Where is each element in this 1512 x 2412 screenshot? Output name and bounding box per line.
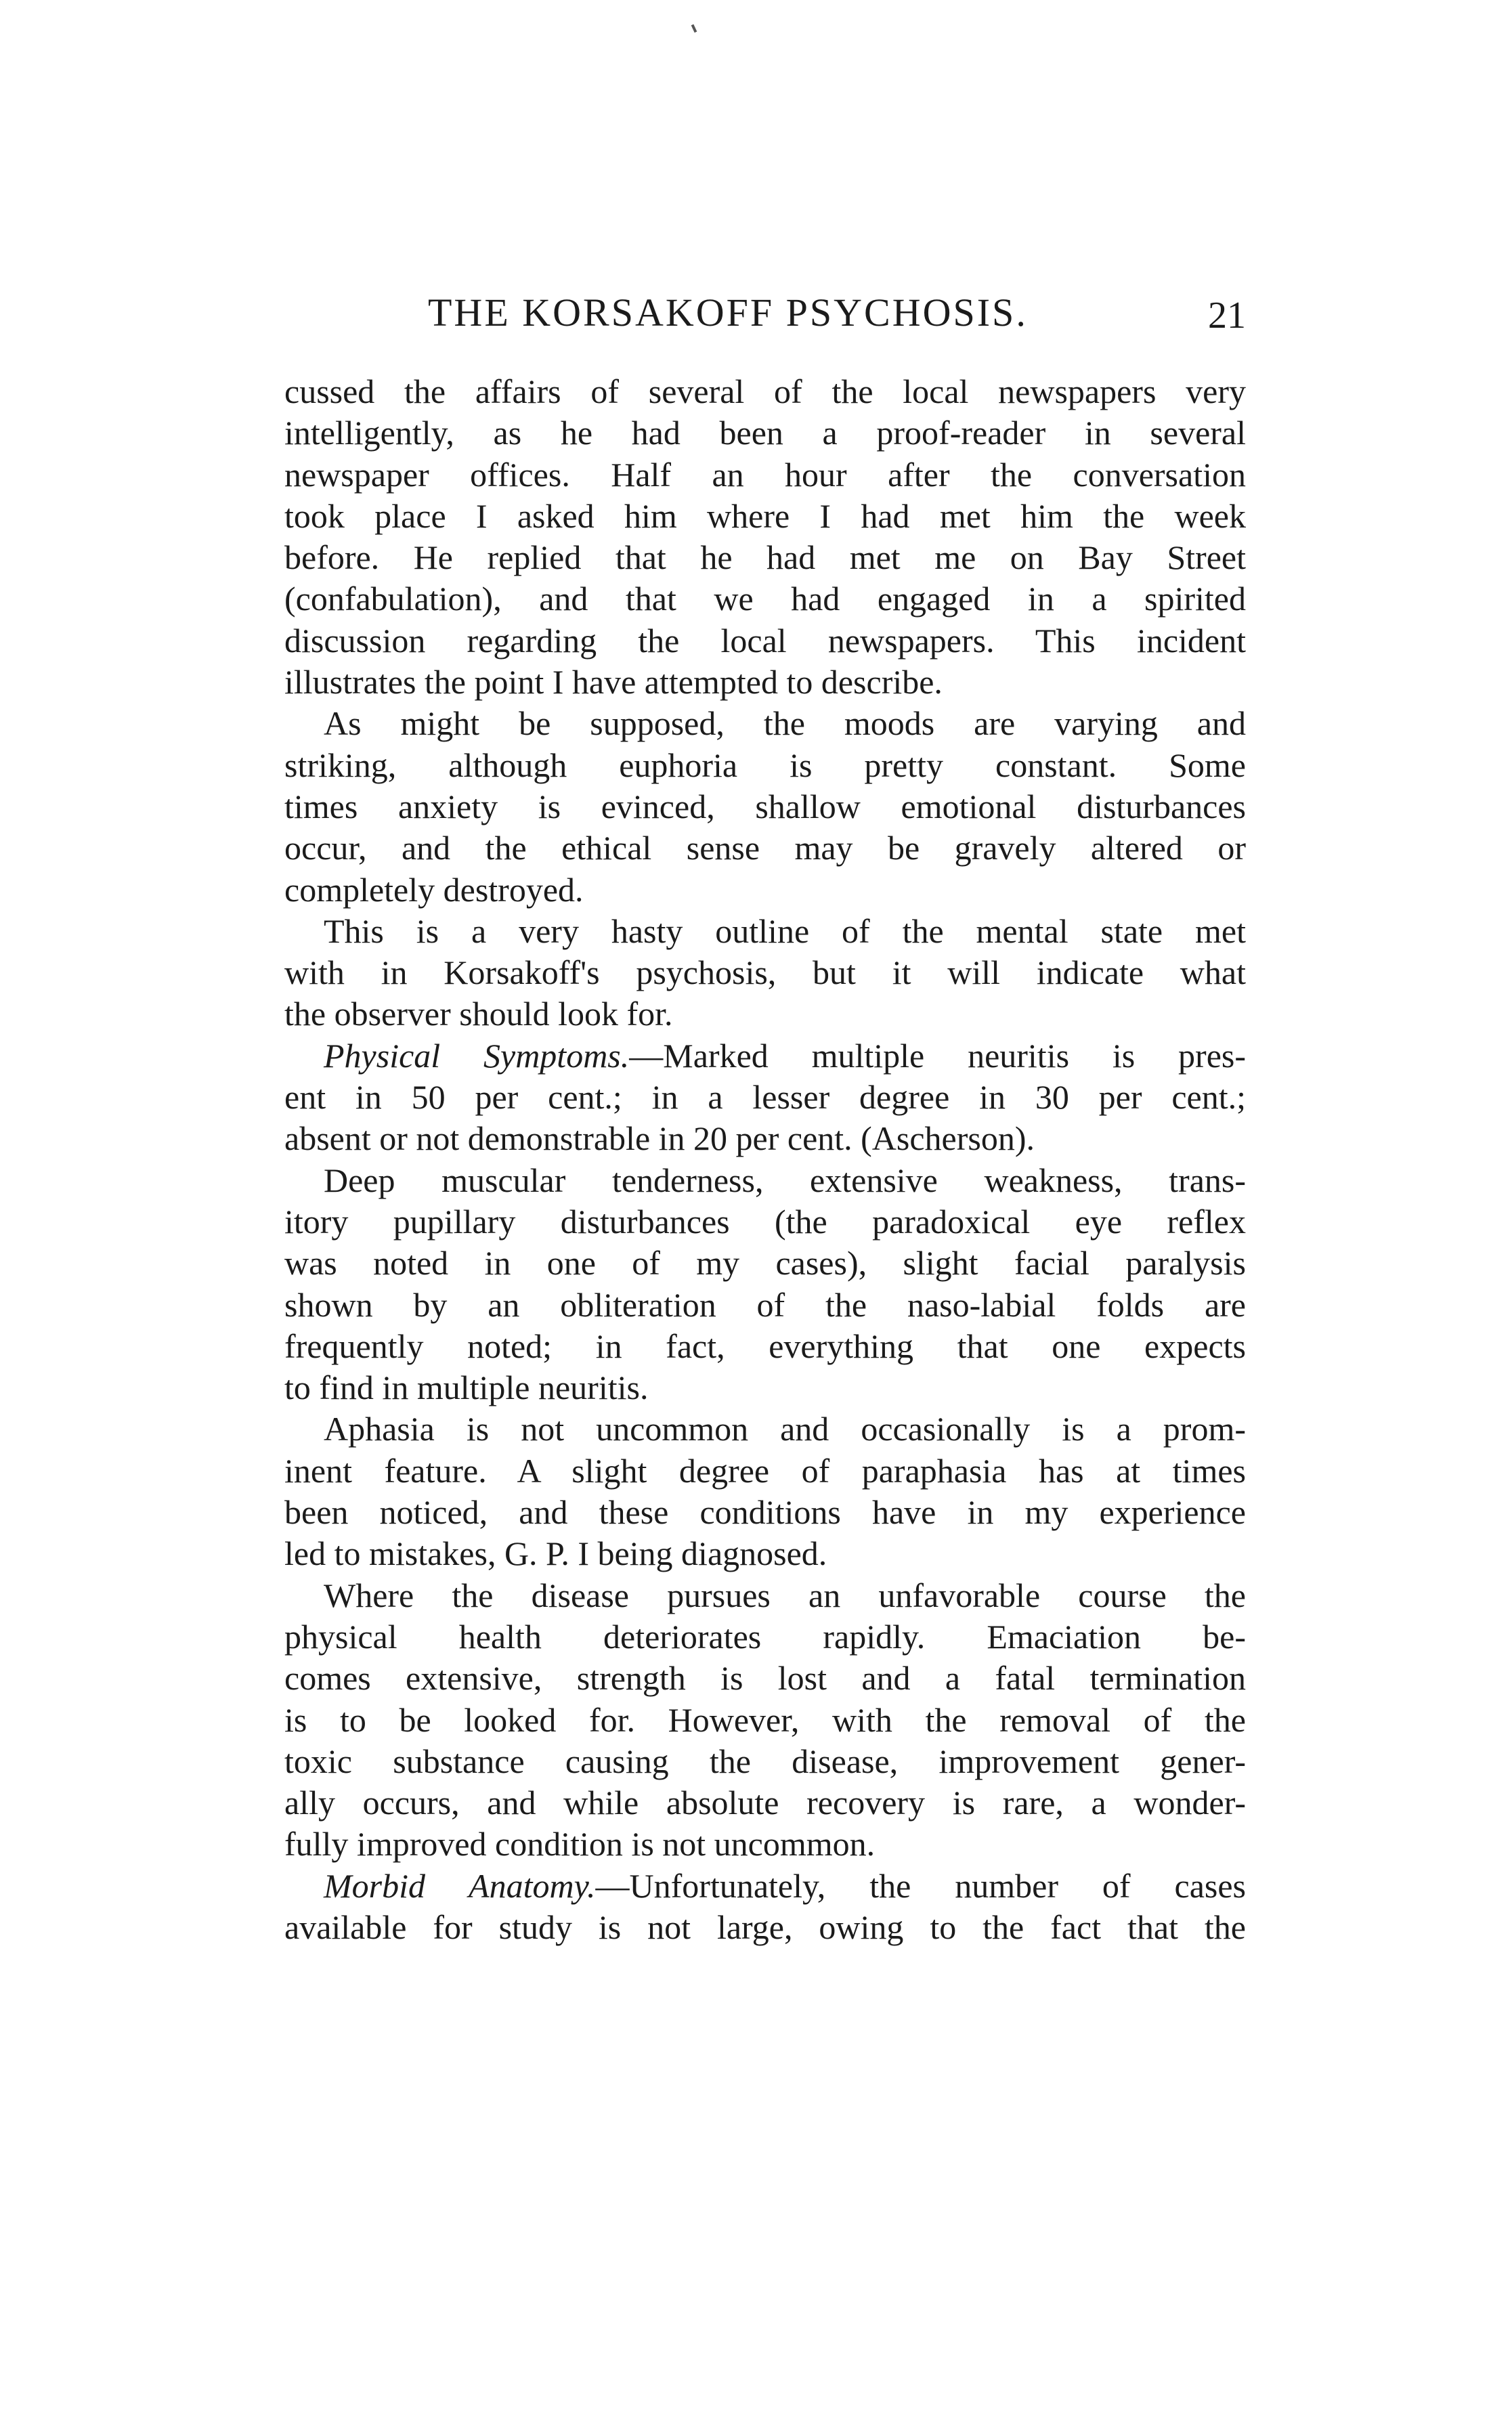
text-line: toxic substance causing the disease, improvement gener- (284, 1742, 1246, 1780)
text-line: (confabulation), and that we had engaged in a spirited (284, 580, 1246, 618)
text-line: the observer should look for. (284, 995, 673, 1033)
paragraph-start-line: Aphasia is not uncommon and occasionally is a prom- (324, 1410, 1246, 1448)
print-speck (691, 24, 697, 33)
text-line: completely destroyed. (284, 870, 584, 909)
running-title: THE KORSAKOFF PSYCHOSIS. (428, 290, 1028, 335)
text-line: physical health deteriorates rapidly. Emaciation be- (284, 1617, 1246, 1656)
section-heading-line: Physical Symptoms.—Marked multiple neuritis is pres- (324, 1036, 1246, 1075)
text-line: ally occurs, and while absolute recovery is rare, a wonder- (284, 1784, 1246, 1822)
text-line: been noticed, and these conditions have in my experience (284, 1493, 1246, 1532)
text-line: inent feature. A slight degree of paraphasia has at times (284, 1451, 1246, 1490)
text-line: was noted in one of my cases), slight facial paralysis (284, 1244, 1246, 1283)
text-line: striking, although euphoria is pretty constant. Some (284, 746, 1246, 784)
text-line: itory pupillary disturbances (the paradoxical eye reflex (284, 1202, 1246, 1241)
text-line: illustrates the point I have attempted to describe. (284, 663, 943, 702)
text-line: took place I asked him where I had met him the week (284, 496, 1246, 535)
text-line: before. He replied that he had met me on Bay Street (284, 538, 1246, 577)
text-line: occur, and the ethical sense may be gravely altered or (284, 829, 1246, 867)
paragraph-start-line: Deep muscular tenderness, extensive weakness, trans- (324, 1161, 1246, 1199)
text-line: times anxiety is evinced, shallow emotional disturbances (284, 787, 1246, 825)
text-line: available for study is not large, owing to the fact that the (284, 1908, 1246, 1946)
text-line: intelligently, as he had been a proof-reader in several (284, 414, 1246, 452)
text-line: frequently noted; in fact, everything that one expects (284, 1327, 1246, 1365)
text-line: is to be looked for. However, with the removal of the (284, 1700, 1246, 1739)
section-heading: Morbid Anatomy. (324, 1866, 596, 1905)
text-line: to find in multiple neuritis. (284, 1369, 649, 1407)
paragraph-start-line: Where the disease pursues an unfavorable course the (324, 1576, 1246, 1614)
text-line: led to mistakes, G. P. I being diagnosed. (284, 1534, 827, 1573)
text-line: discussion regarding the local newspapers. This incident (284, 621, 1246, 660)
text-line: cussed the affairs of several of the local newspapers very (284, 372, 1246, 410)
section-heading: Physical Symptoms. (324, 1036, 630, 1075)
text-line: comes extensive, strength is lost and a fatal termination (284, 1659, 1246, 1698)
text-line: shown by an obliteration of the naso-labial folds are (284, 1285, 1246, 1324)
section-heading-line: Morbid Anatomy.—Unfortunately, the number of cases (324, 1866, 1247, 1905)
text-line: with in Korsakoff's psychosis, but it will indicate what (284, 953, 1246, 992)
paragraph-start-line: This is a very hasty outline of the mental state met (324, 911, 1246, 950)
text-line: newspaper offices. Half an hour after the conversation (284, 455, 1246, 494)
paragraph-start-line: As might be supposed, the moods are varying and (324, 704, 1246, 743)
text-line: fully improved condition is not uncommon. (284, 1825, 876, 1864)
body-text (284, 371, 1246, 1948)
running-head (284, 290, 1246, 337)
text-line: absent or not demonstrable in 20 per cent. (Ascherson). (284, 1119, 1035, 1158)
page-number: 21 (1208, 295, 1246, 337)
text-line: ent in 50 per cent.; in a lesser degree in 30 per cent.; (284, 1078, 1246, 1117)
